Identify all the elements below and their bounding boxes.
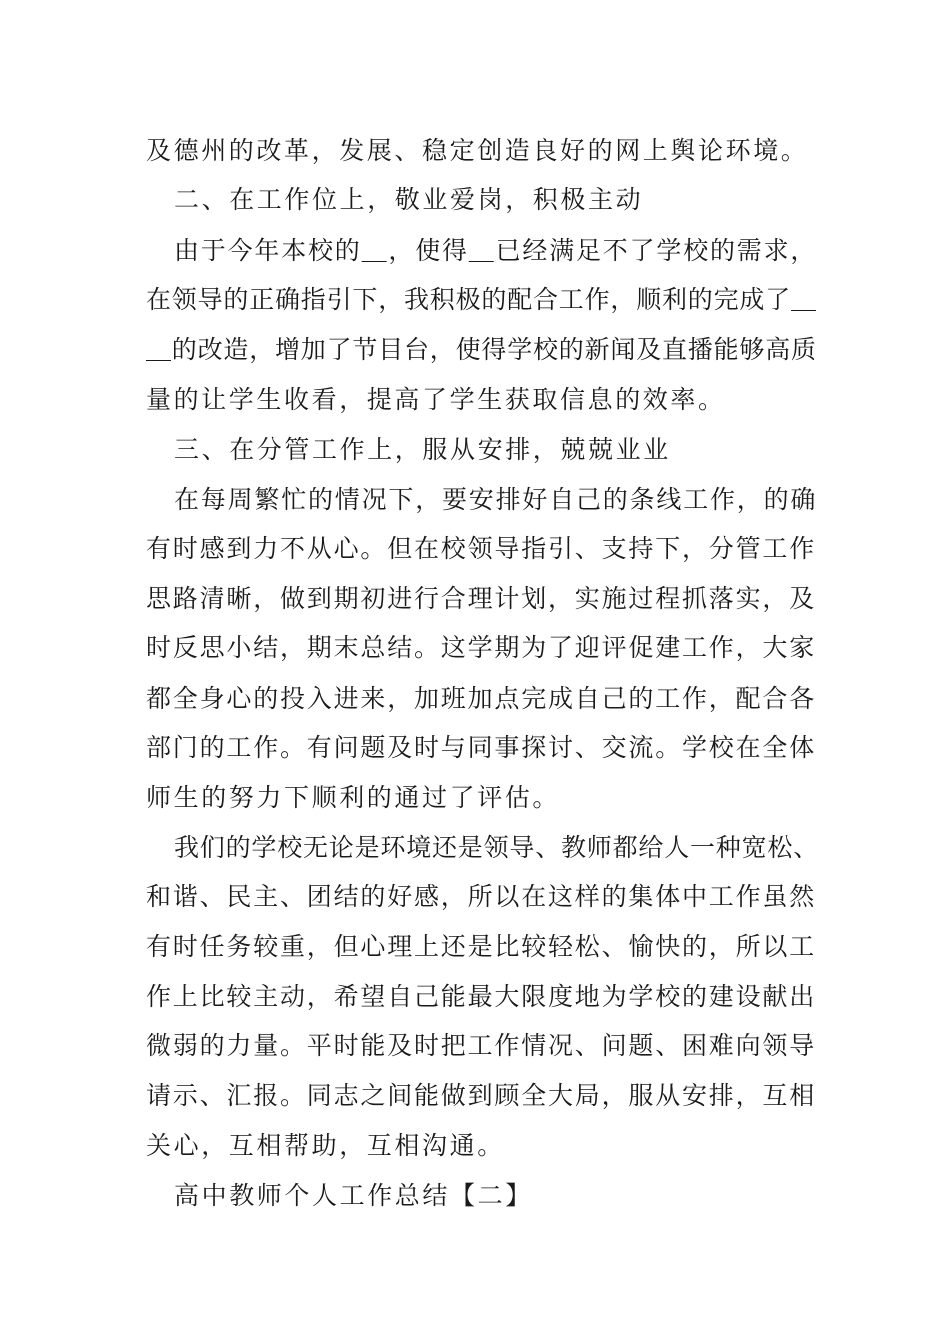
paragraph-line: 时反思小结，期末总结。这学期为了迎评促建工作，大家 bbox=[146, 633, 817, 662]
paragraph-line: 在领导的正确指引下，我积极的配合工作，顺利的完成了＿ bbox=[146, 285, 817, 314]
paragraph-line: 微弱的力量。平时能及时把工作情况、问题、困难向领导 bbox=[146, 1031, 817, 1060]
paragraph-line: 量的让学生收看，提高了学生获取信息的效率。 bbox=[146, 385, 726, 414]
paragraph-line: 在每周繁忙的情况下，要安排好自己的条线工作，的确 bbox=[174, 485, 818, 514]
paragraph-line: 请示、汇报。同志之间能做到顾全大局，服从安排，互相 bbox=[146, 1081, 817, 1110]
paragraph-line: 由于今年本校的＿，使得＿已经满足不了学校的需求， bbox=[174, 236, 818, 265]
paragraph-line: 有时任务较重，但心理上还是比较轻松、愉快的，所以工 bbox=[146, 932, 817, 961]
paragraph-line: 我们的学校无论是环境还是领导、教师都给人一种宽松、 bbox=[174, 833, 820, 862]
section-title: 高中教师个人工作总结【二】 bbox=[174, 1181, 533, 1210]
paragraph-line: 及德州的改革，发展、稳定创造良好的网上舆论环境。 bbox=[146, 136, 809, 165]
paragraph-line: 关心，互相帮助，互相沟通。 bbox=[146, 1131, 505, 1160]
paragraph-line: 思路清晰，做到期初进行合理计划，实施过程抓落实，及 bbox=[146, 584, 817, 613]
paragraph-line: 都全身心的投入进来，加班加点完成自己的工作，配合各 bbox=[146, 684, 817, 713]
section-heading: 三、在分管工作上，服从安排，兢兢业业 bbox=[174, 435, 671, 464]
paragraph-line: 部门的工作。有问题及时与同事探讨、交流。学校在全体 bbox=[146, 733, 817, 762]
paragraph-line: 师生的努力下顺利的通过了评估。 bbox=[146, 783, 561, 812]
paragraph-line: ＿的改造，增加了节目台，使得学校的新闻及直播能够高质 bbox=[146, 335, 817, 364]
paragraph-line: 和谐、民主、团结的好感，所以在这样的集体中工作虽然 bbox=[146, 882, 817, 911]
paragraph-line: 作上比较主动，希望自己能最大限度地为学校的建设献出 bbox=[146, 982, 817, 1011]
paragraph-line: 有时感到力不从心。但在校领导指引、支持下，分管工作 bbox=[146, 534, 817, 563]
section-heading: 二、在工作位上，敬业爱岗，积极主动 bbox=[174, 185, 644, 214]
